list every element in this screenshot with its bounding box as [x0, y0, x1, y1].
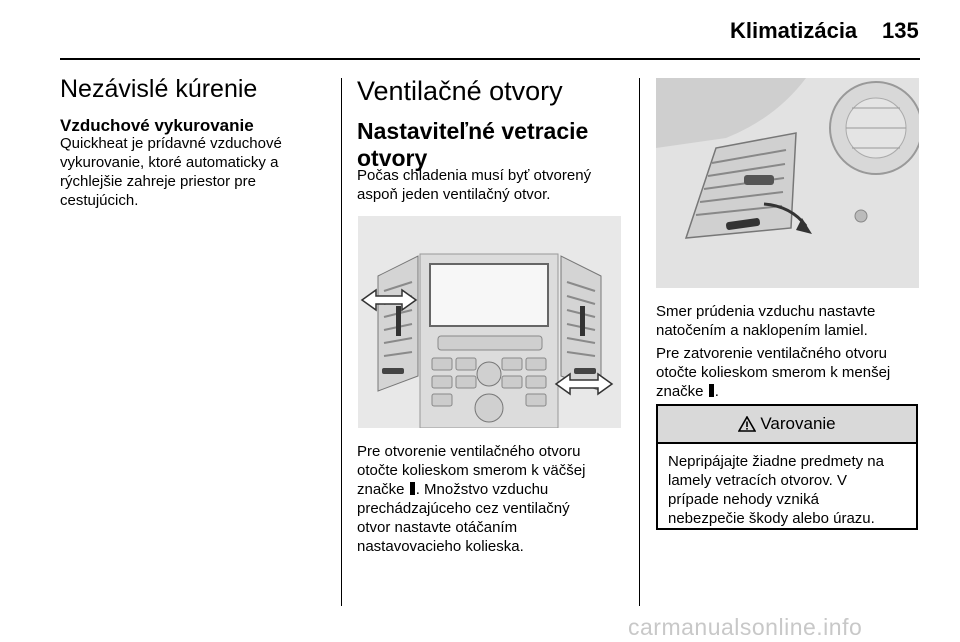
text-line: nastavovacieho kolieska. — [357, 538, 524, 555]
text-line: cestujúcich. — [60, 192, 139, 209]
text-fragment: značke — [357, 481, 405, 498]
text-line: rýchlejšie zahreje priestor pre — [60, 173, 256, 190]
site-watermark: carmanualsonline.info — [628, 614, 863, 640]
small-mark-icon — [709, 384, 714, 397]
text-line: Smer prúdenia vzduchu nastavte — [656, 303, 876, 320]
text-line: otvor nastavte otáčaním — [357, 519, 518, 536]
text-line: prechádzajúceho cez ventilačný — [357, 500, 570, 517]
section-title-quickheat: Nezávislé kúrenie — [60, 75, 258, 103]
dashboard-vents-image — [358, 216, 621, 428]
vents-intro-paragraph — [357, 166, 627, 204]
text-line: otočte kolieskom smerom k väčšej — [357, 462, 586, 479]
text-line: otvory — [357, 145, 428, 171]
quickheat-paragraph — [60, 134, 330, 210]
text-line: natočením a naklopením lamiel. — [656, 322, 868, 339]
text-line — [656, 382, 926, 401]
text-fragment: . Množstvo vzduchu — [415, 481, 549, 498]
dashboard-vents-illustration — [358, 216, 621, 428]
text-line: prípade nehody vzniká — [668, 491, 819, 508]
vent-wheel-illustration — [656, 78, 919, 288]
warning-header — [658, 406, 916, 444]
warning-title: Varovanie — [760, 414, 836, 433]
text-line: Nepripájajte žiadne predmety na — [668, 453, 884, 470]
text-fragment: . — [714, 383, 719, 400]
text-line: Pre zatvorenie ventilačného otvoru — [656, 345, 887, 362]
section-title-vents: Ventilačné otvory — [357, 76, 563, 106]
text-line: aspoň jeden ventilačný otvor. — [357, 186, 551, 203]
column-divider-1 — [341, 78, 342, 606]
text-line: Počas chladenia musí byť otvorený — [357, 167, 592, 184]
text-line: lamely vetracích otvorov. V — [668, 472, 847, 489]
warning-box — [656, 404, 918, 530]
text-line: Quickheat je prídavné vzduchové — [60, 135, 282, 152]
airflow-direction-paragraph — [656, 302, 926, 340]
chapter-title: Klimatizácia — [730, 18, 858, 43]
text-line: vykurovanie, ktoré automaticky a — [60, 154, 279, 171]
text-line: Pre otvorenie ventilačného otvoru — [357, 443, 581, 460]
header-rule — [60, 58, 920, 60]
text-line — [357, 480, 627, 499]
vent-wheel-image — [656, 78, 919, 288]
text-line: nebezpečie škody alebo úrazu. — [668, 510, 875, 527]
vent-opening-paragraph — [357, 442, 627, 556]
subsection-title-air-heating: Vzduchové vykurovanie — [60, 116, 254, 135]
text-fragment: značke — [656, 383, 704, 400]
text-line: Nastaviteľné vetracie — [357, 118, 589, 144]
page-number: 135 — [882, 18, 919, 43]
subsection-title-adjustable-vents — [357, 118, 588, 172]
column-divider-2 — [639, 78, 640, 606]
large-mark-icon — [410, 482, 415, 495]
warning-triangle-icon — [738, 416, 756, 432]
warning-body — [658, 444, 916, 528]
vent-closing-paragraph — [656, 344, 926, 401]
text-line: otočte kolieskom smerom k menšej — [656, 364, 891, 381]
